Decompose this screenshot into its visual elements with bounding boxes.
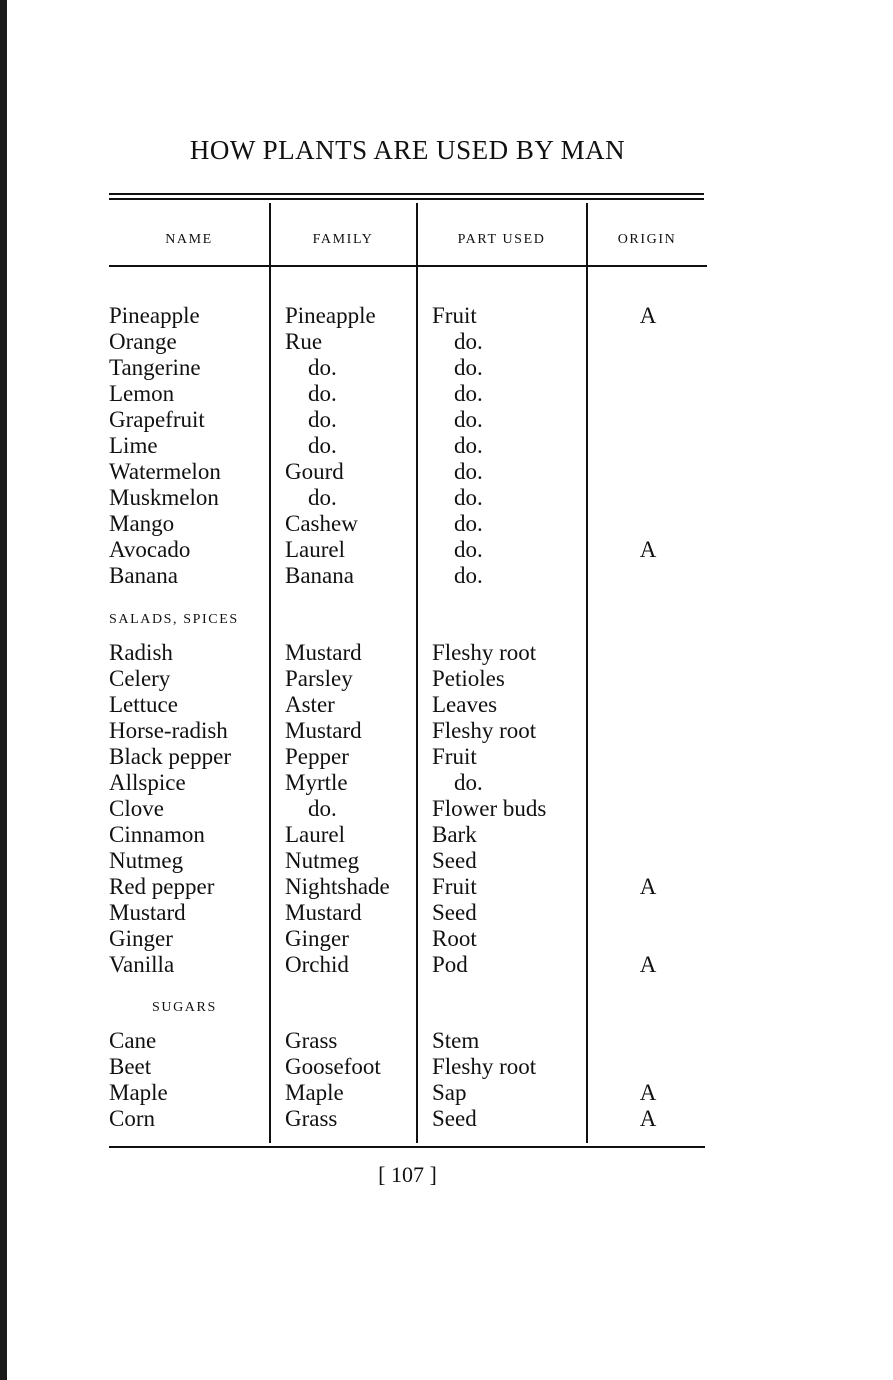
part-used-cell: Leaves	[432, 692, 498, 717]
header-rule	[109, 265, 707, 267]
part-used-cell: do.	[454, 485, 483, 510]
table-row	[0, 1054, 893, 1080]
part-used-cell: Fleshy root	[432, 1054, 537, 1079]
family-cell: Grass	[285, 1028, 338, 1053]
part-used-cell: do.	[454, 355, 483, 380]
family-cell: Rue	[285, 329, 323, 354]
table-row	[0, 511, 893, 537]
part-used-cell: do.	[454, 770, 483, 795]
part-used-cell: Fruit	[432, 303, 477, 328]
table-row	[0, 459, 893, 485]
plant-name-cell: Watermelon	[109, 459, 221, 484]
table-row	[0, 900, 893, 926]
plant-name-cell: Pineapple	[109, 303, 200, 328]
part-used-cell: Bark	[432, 822, 477, 847]
family-cell: Nightshade	[285, 874, 390, 899]
plant-name-cell: Orange	[109, 329, 177, 354]
table-row	[0, 770, 893, 796]
family-cell: Mustard	[285, 900, 362, 925]
table-row	[0, 355, 893, 381]
part-used-cell: do.	[454, 381, 483, 406]
family-cell: Mustard	[285, 718, 362, 743]
table-row	[0, 1028, 893, 1054]
family-cell: do.	[308, 485, 337, 510]
table-row	[0, 926, 893, 952]
origin-cell: A	[639, 952, 657, 977]
table-row	[0, 666, 893, 692]
table-row	[0, 848, 893, 874]
family-cell: Myrtle	[285, 770, 348, 795]
family-cell: do.	[308, 381, 337, 406]
plant-name-cell: Black pepper	[109, 744, 231, 769]
family-cell: Goosefoot	[285, 1054, 381, 1079]
part-used-cell: Seed	[432, 848, 477, 873]
family-cell: Ginger	[285, 926, 349, 951]
part-used-cell: Flower buds	[432, 796, 547, 821]
family-cell: Parsley	[285, 666, 353, 691]
table-row	[0, 796, 893, 822]
family-cell: do.	[308, 355, 337, 380]
part-used-cell: do.	[454, 511, 483, 536]
table-row	[0, 329, 893, 355]
plant-name-cell: Horse-radish	[109, 718, 228, 743]
table-row	[0, 744, 893, 770]
plant-name-cell: Lime	[109, 433, 158, 458]
part-used-cell: Fleshy root	[432, 718, 537, 743]
plant-name-cell: Vanilla	[109, 952, 175, 977]
part-used-cell: Seed	[432, 900, 477, 925]
part-used-cell: Fruit	[432, 874, 477, 899]
plant-name-cell: Red pepper	[109, 874, 215, 899]
bottom-rule	[109, 1146, 705, 1148]
table-row	[0, 303, 893, 329]
part-used-cell: do.	[454, 433, 483, 458]
family-cell: Grass	[285, 1106, 338, 1131]
family-cell: Cashew	[285, 511, 358, 536]
part-used-cell: Stem	[432, 1028, 480, 1053]
plant-name-cell: Allspice	[109, 770, 186, 795]
table-row	[0, 952, 893, 978]
plant-name-cell: Celery	[109, 666, 171, 691]
origin-cell: A	[639, 537, 657, 562]
table-row	[0, 1080, 893, 1106]
plant-name-cell: Grapefruit	[109, 407, 205, 432]
top-rule-upper	[109, 193, 704, 195]
family-cell: Orchid	[285, 952, 349, 977]
part-used-cell: do.	[454, 563, 483, 588]
part-used-cell: Fleshy root	[432, 640, 537, 665]
family-cell: Maple	[285, 1080, 344, 1105]
page-title: HOW PLANTS ARE USED BY MAN	[189, 135, 626, 165]
part-used-cell: do.	[454, 329, 483, 354]
family-cell: do.	[308, 433, 337, 458]
plant-name-cell: Radish	[109, 640, 173, 665]
plant-name-cell: Corn	[109, 1106, 155, 1131]
table-row	[0, 718, 893, 744]
plant-name-cell: Beet	[109, 1054, 152, 1079]
part-used-cell: Fruit	[432, 744, 477, 769]
part-used-cell: do.	[454, 407, 483, 432]
column-header-family: FAMILY	[312, 232, 374, 247]
plant-name-cell: Cane	[109, 1028, 157, 1053]
column-header-part-used: PART USED	[457, 232, 546, 247]
family-cell: Pineapple	[285, 303, 376, 328]
family-cell: do.	[308, 407, 337, 432]
family-cell: Gourd	[285, 459, 344, 484]
family-cell: Laurel	[285, 822, 346, 847]
part-used-cell: do.	[454, 459, 483, 484]
part-used-cell: Sap	[432, 1080, 467, 1105]
origin-cell: A	[639, 303, 657, 328]
plant-name-cell: Cinnamon	[109, 822, 205, 847]
table-row	[0, 874, 893, 900]
part-used-cell: do.	[454, 537, 483, 562]
table-row	[0, 1106, 893, 1132]
plant-name-cell: Tangerine	[109, 355, 201, 380]
part-used-cell: Root	[432, 926, 477, 951]
page-number: [ 107 ]	[378, 1162, 437, 1187]
origin-cell: A	[639, 874, 657, 899]
family-cell: Mustard	[285, 640, 362, 665]
plant-name-cell: Mustard	[109, 900, 186, 925]
column-header-origin: ORIGIN	[617, 232, 677, 247]
table-row	[0, 381, 893, 407]
plant-name-cell: Nutmeg	[109, 848, 184, 873]
table-row	[0, 537, 893, 563]
table-row	[0, 563, 893, 589]
table-row	[0, 822, 893, 848]
top-rule-lower	[109, 198, 704, 200]
origin-cell: A	[639, 1106, 657, 1131]
section-heading-sugars: SUGARS	[152, 1000, 217, 1015]
plant-name-cell: Lettuce	[109, 692, 178, 717]
plant-name-cell: Mango	[109, 511, 175, 536]
table-row	[0, 433, 893, 459]
part-used-cell: Seed	[432, 1106, 477, 1131]
part-used-cell: Petioles	[432, 666, 505, 691]
family-cell: Banana	[285, 563, 354, 588]
column-header-name: NAME	[165, 232, 213, 247]
origin-cell: A	[639, 1080, 657, 1105]
table-row	[0, 407, 893, 433]
table-row	[0, 485, 893, 511]
plant-name-cell: Lemon	[109, 381, 175, 406]
plant-name-cell: Muskmelon	[109, 485, 219, 510]
table-row	[0, 640, 893, 666]
plant-name-cell: Ginger	[109, 926, 173, 951]
part-used-cell: Pod	[432, 952, 468, 977]
family-cell: do.	[308, 796, 337, 821]
family-cell: Pepper	[285, 744, 349, 769]
family-cell: Nutmeg	[285, 848, 360, 873]
plant-name-cell: Avocado	[109, 537, 191, 562]
plant-name-cell: Banana	[109, 563, 178, 588]
family-cell: Aster	[285, 692, 335, 717]
family-cell: Laurel	[285, 537, 346, 562]
section-heading-salads-spices: SALADS, SPICES	[109, 612, 239, 627]
plant-name-cell: Maple	[109, 1080, 168, 1105]
table-row	[0, 692, 893, 718]
plant-name-cell: Clove	[109, 796, 164, 821]
